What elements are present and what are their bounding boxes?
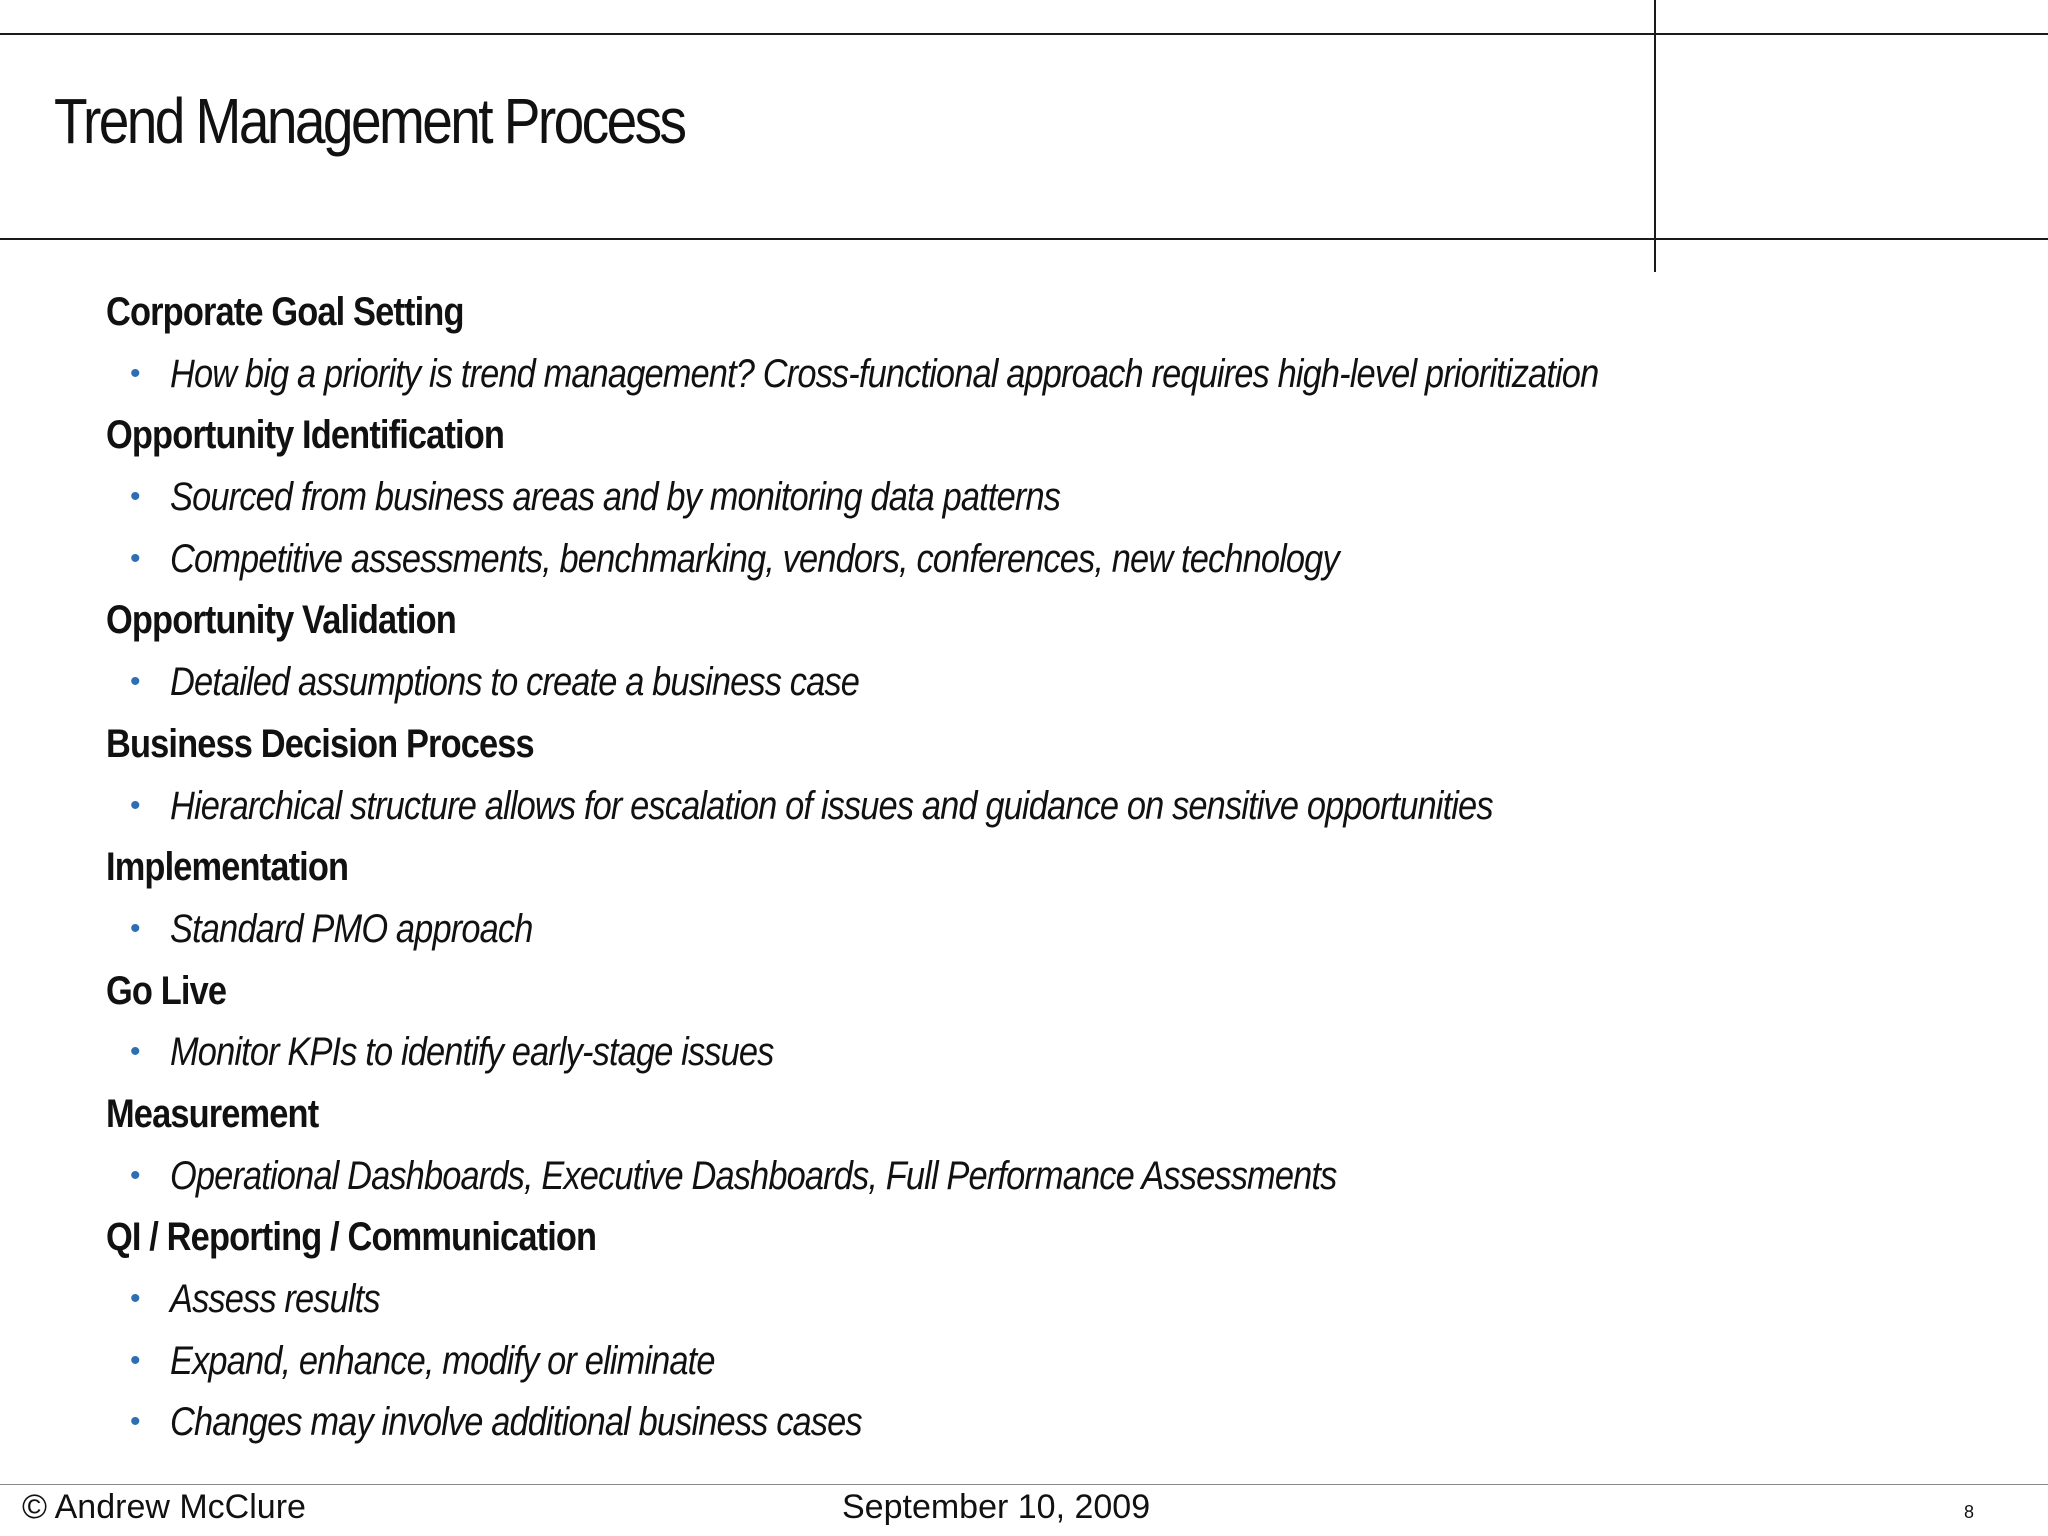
top-rule [0, 33, 2048, 35]
bullet-dot-icon: • [130, 1158, 141, 1192]
section-heading: Corporate Goal Setting [106, 290, 464, 334]
bullet-item [106, 1273, 1866, 1335]
section-heading-row [106, 965, 1866, 1027]
bullet-item [106, 1026, 1866, 1088]
footer-date: September 10, 2009 [842, 1488, 1151, 1526]
bullet-text: Assess results [170, 1277, 380, 1321]
bullet-text: Sourced from business areas and by monitoring data patterns [170, 475, 1061, 520]
bullet-text: Expand, enhance, modify or eliminate [170, 1338, 715, 1383]
section-heading: Opportunity Identification [106, 413, 505, 458]
section-heading-row [106, 286, 1866, 348]
section-heading: Go Live [106, 968, 227, 1013]
footer-rule [0, 1484, 2048, 1485]
bullet-text: Competitive assessments, benchmarking, vendors, conferences, new technology [170, 536, 1339, 581]
bullet-text: How big a priority is trend management? Cross-functional approach requires high-level prioritization [170, 351, 1599, 396]
bullet-item [106, 656, 1866, 718]
footer-copyright: © Andrew McClure [22, 1488, 306, 1526]
bullet-text: Changes may involve additional business cases [170, 1400, 862, 1445]
bullet-item [106, 348, 1866, 410]
section-heading: Implementation [106, 845, 349, 890]
bullet-text: Detailed assumptions to create a business case [170, 660, 859, 705]
bullet-text: Hierarchical structure allows for escalation of issues and guidance on sensitive opportunities [170, 783, 1493, 828]
bullet-dot-icon: • [130, 356, 141, 390]
bullet-dot-icon: • [130, 480, 141, 514]
section-heading-row [106, 409, 1866, 471]
outline [106, 286, 1866, 1458]
bullet-item [106, 471, 1866, 533]
bullet-dot-icon: • [130, 1343, 141, 1377]
section-heading-row [106, 841, 1866, 903]
section-heading: QI / Reporting / Communication [106, 1215, 597, 1260]
bullet-text: Operational Dashboards, Executive Dashboards, Full Performance Assessments [170, 1153, 1337, 1198]
bullet-item [106, 1150, 1866, 1212]
bullet-item [106, 1335, 1866, 1397]
section-heading: Measurement [106, 1091, 319, 1136]
bullet-dot-icon: • [130, 788, 141, 822]
title-divider [1654, 0, 1656, 272]
section-heading-row [106, 1211, 1866, 1273]
bullet-dot-icon: • [130, 541, 141, 575]
bullet-text: Monitor KPIs to identify early-stage issues [170, 1030, 774, 1075]
page-number: 8 [1964, 1502, 1975, 1522]
bullet-dot-icon: • [130, 1035, 141, 1069]
section-heading: Business Decision Process [106, 721, 534, 766]
bullet-text: Standard PMO approach [170, 906, 533, 951]
bullet-item [106, 533, 1866, 595]
section-heading-row [106, 594, 1866, 656]
bullet-dot-icon: • [130, 665, 141, 699]
bullet-dot-icon: • [130, 911, 141, 945]
bullet-item [106, 1396, 1866, 1458]
bullet-dot-icon: • [130, 1405, 141, 1439]
bullet-dot-icon: • [130, 1282, 141, 1315]
section-heading: Opportunity Validation [106, 598, 456, 643]
section-heading-row [106, 1088, 1866, 1150]
slide-title: Trend Management Process [54, 85, 685, 157]
title-bottom-rule [0, 238, 2048, 240]
section-heading-row [106, 718, 1866, 780]
bullet-item [106, 903, 1866, 965]
bullet-item [106, 780, 1866, 842]
